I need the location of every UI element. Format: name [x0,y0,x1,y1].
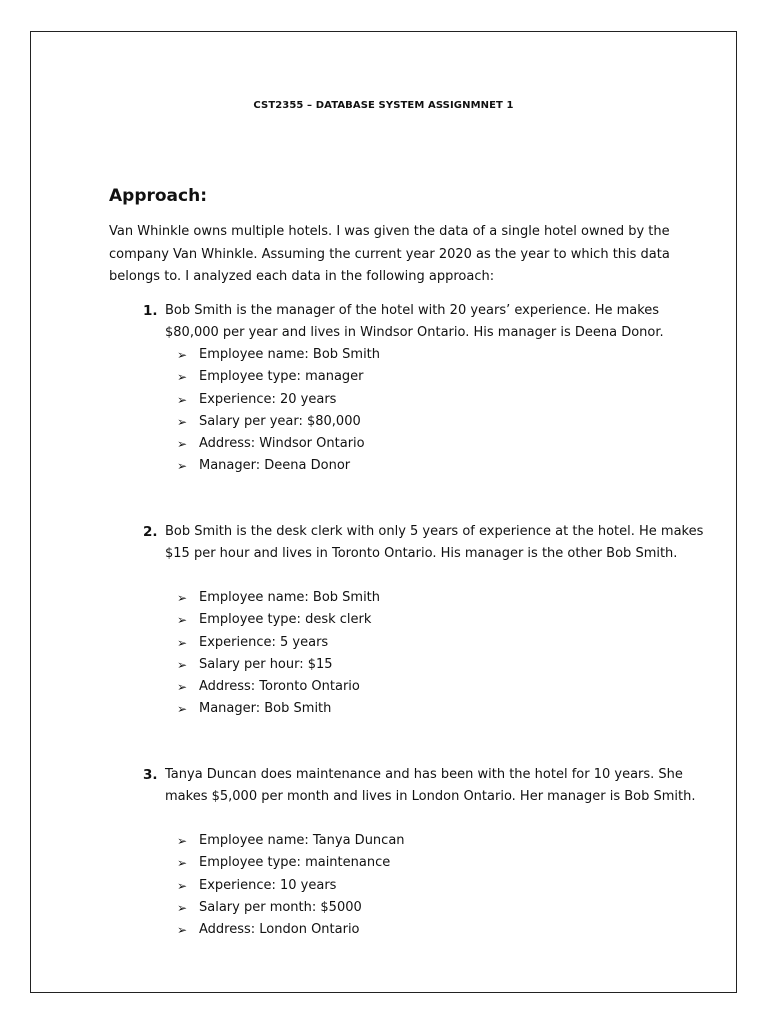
intro-paragraph: Van Whinkle owns multiple hotels. I was given the data of a single hotel owned by the company Van Whinkle. Assuming the current year 2020 as the year to which this data belongs to. I analyzed each data in the following approach: [109,224,670,284]
detail-bullet: ➢ Address: Windsor Ontario [177,433,380,455]
arrow-bullet-icon: ➢ [177,856,188,871]
arrow-bullet-icon: ➢ [177,680,188,695]
arrow-bullet-icon: ➢ [177,834,188,848]
item-description: Bob Smith is the manager of the hotel with 20 years’ experience. He makes $80,000 per year and lives in Windsor Ontario. His manager is Deena Donor. [165,303,664,340]
document-title: CST2355 – DATABASE SYSTEM ASSIGNMNET 1 [253,100,514,111]
detail-bullet: ➢ Salary per hour: $15 [177,654,380,676]
detail-bullet: ➢ Employee name: Bob Smith [177,344,380,366]
detail-bullet: ➢ Address: London Ontario [177,919,405,941]
detail-bullet: ➢ Employee name: Tanya Duncan [177,830,405,852]
detail-bullet: ➢ Experience: 10 years [177,875,405,897]
detail-bullet: ➢ Salary per month: $5000 [177,897,405,919]
item-description: Bob Smith is the desk clerk with only 5 years of experience at the hotel. He makes $15 per hour and lives in Toronto Ontario. His manager is the other Bob Smith. [165,524,704,561]
detail-bullet: ➢ Manager: Deena Donor [177,455,380,477]
arrow-bullet-icon: ➢ [177,657,188,672]
arrow-bullet-icon: ➢ [177,923,188,938]
item-details [177,344,380,478]
arrow-bullet-icon: ➢ [177,437,188,452]
arrow-bullet-icon: ➢ [177,878,188,893]
arrow-bullet-icon: ➢ [177,392,188,407]
arrow-bullet-icon: ➢ [177,591,188,605]
arrow-bullet-icon: ➢ [177,900,188,915]
detail-bullet: ➢ Manager: Bob Smith [177,698,380,720]
arrow-bullet-icon: ➢ [177,613,188,628]
item-description: Tanya Duncan does maintenance and has been with the hotel for 10 years. She makes $5,000 per month and lives in London Ontario. Her manager is Bob Smith. [165,767,696,804]
item-details [177,587,380,721]
arrow-bullet-icon: ➢ [177,702,188,717]
arrow-bullet-icon: ➢ [177,370,188,385]
document-page [30,31,737,993]
arrow-bullet-icon: ➢ [177,459,188,474]
item-details [177,830,405,941]
detail-bullet: ➢ Employee name: Bob Smith [177,587,380,609]
detail-bullet: ➢ Experience: 5 years [177,632,380,654]
item-number: 3. [143,767,158,783]
item-number: 1. [143,303,158,319]
detail-bullet: ➢ Employee type: manager [177,366,380,388]
item-number: 2. [143,524,158,540]
detail-bullet: ➢ Employee type: maintenance [177,852,405,874]
detail-bullet: ➢ Experience: 20 years [177,389,380,411]
arrow-bullet-icon: ➢ [177,348,188,362]
arrow-bullet-icon: ➢ [177,414,188,429]
section-heading: Approach: [109,186,208,206]
detail-bullet: ➢ Salary per year: $80,000 [177,411,380,433]
detail-bullet: ➢ Employee type: desk clerk [177,609,380,631]
arrow-bullet-icon: ➢ [177,635,188,650]
detail-bullet: ➢ Address: Toronto Ontario [177,676,380,698]
